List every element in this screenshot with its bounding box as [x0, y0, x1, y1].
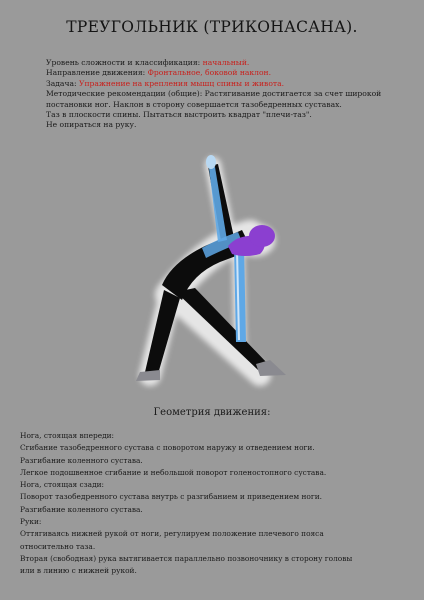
- geometry-line: Легкое подошвенное сгибание и небольшой поворот голеностопного сустава.: [20, 467, 327, 477]
- direction-label: Направление движения:: [46, 68, 146, 78]
- geometry-line: Руки:: [20, 517, 42, 527]
- geometry-heading: Геометрия движения:: [153, 407, 271, 418]
- geometry-line: Сгибание тазобедренного сустава с поворотом наружу и отведением ноги.: [20, 443, 315, 453]
- geometry-block: [20, 430, 415, 578]
- geometry-line: Вторая (свободная) рука вытягивается параллельно позвоночнику в сторону головы: [20, 553, 353, 563]
- geometry-line: Оттягиваясь нижней рукой от ноги, регулируем положение плечевого пояса: [20, 529, 324, 539]
- pose-illustration: [110, 150, 310, 404]
- direction-value: Фронтальное, боковой наклон.: [147, 68, 272, 78]
- task-row: [46, 79, 416, 89]
- geometry-line: Разгибание коленного сустава.: [20, 455, 143, 465]
- recommendation-line: Таз в плоскости спины. Пытаться выстроить квадрат "плечи-таз".: [46, 110, 312, 120]
- geometry-line: Нога, стоящая впереди:: [20, 431, 115, 440]
- difficulty-value: начальный.: [202, 58, 250, 67]
- raised-hand: [206, 155, 216, 169]
- head: [249, 225, 275, 247]
- task-value: Упражнение на крепления мышц спины и живота.: [79, 78, 285, 88]
- direction-row: [46, 68, 416, 78]
- difficulty-row: [46, 58, 416, 68]
- page-title: ТРЕУГОЛЬНИК (ТРИКОНАСАНА).: [66, 18, 358, 36]
- geometry-line: или в линию с нижней рукой.: [20, 566, 137, 576]
- geometry-line: Разгибание коленного сустава.: [20, 504, 143, 514]
- recommendation-line: Не опираться на руку.: [46, 120, 137, 130]
- description-block: [46, 58, 416, 131]
- recommendation-line: Методические рекомендации (общие): Растягивание достигается за счет широкой: [46, 89, 382, 99]
- task-label: Задача:: [46, 78, 77, 88]
- geometry-line: Нога, стоящая сзади:: [20, 480, 105, 490]
- difficulty-label: Уровень сложности и классификация:: [46, 58, 201, 67]
- back-leg: [176, 288, 268, 370]
- geometry-line: относительно таза.: [20, 541, 96, 551]
- recommendation-line: постановки ног. Наклон в сторону совершается тазобедренных суставах.: [46, 99, 342, 109]
- lower-arm: [234, 245, 246, 342]
- triangle-pose-figure: [110, 150, 310, 400]
- geometry-line: Поворот тазобедренного сустава внутрь с разгибанием и приведением ноги.: [20, 492, 323, 502]
